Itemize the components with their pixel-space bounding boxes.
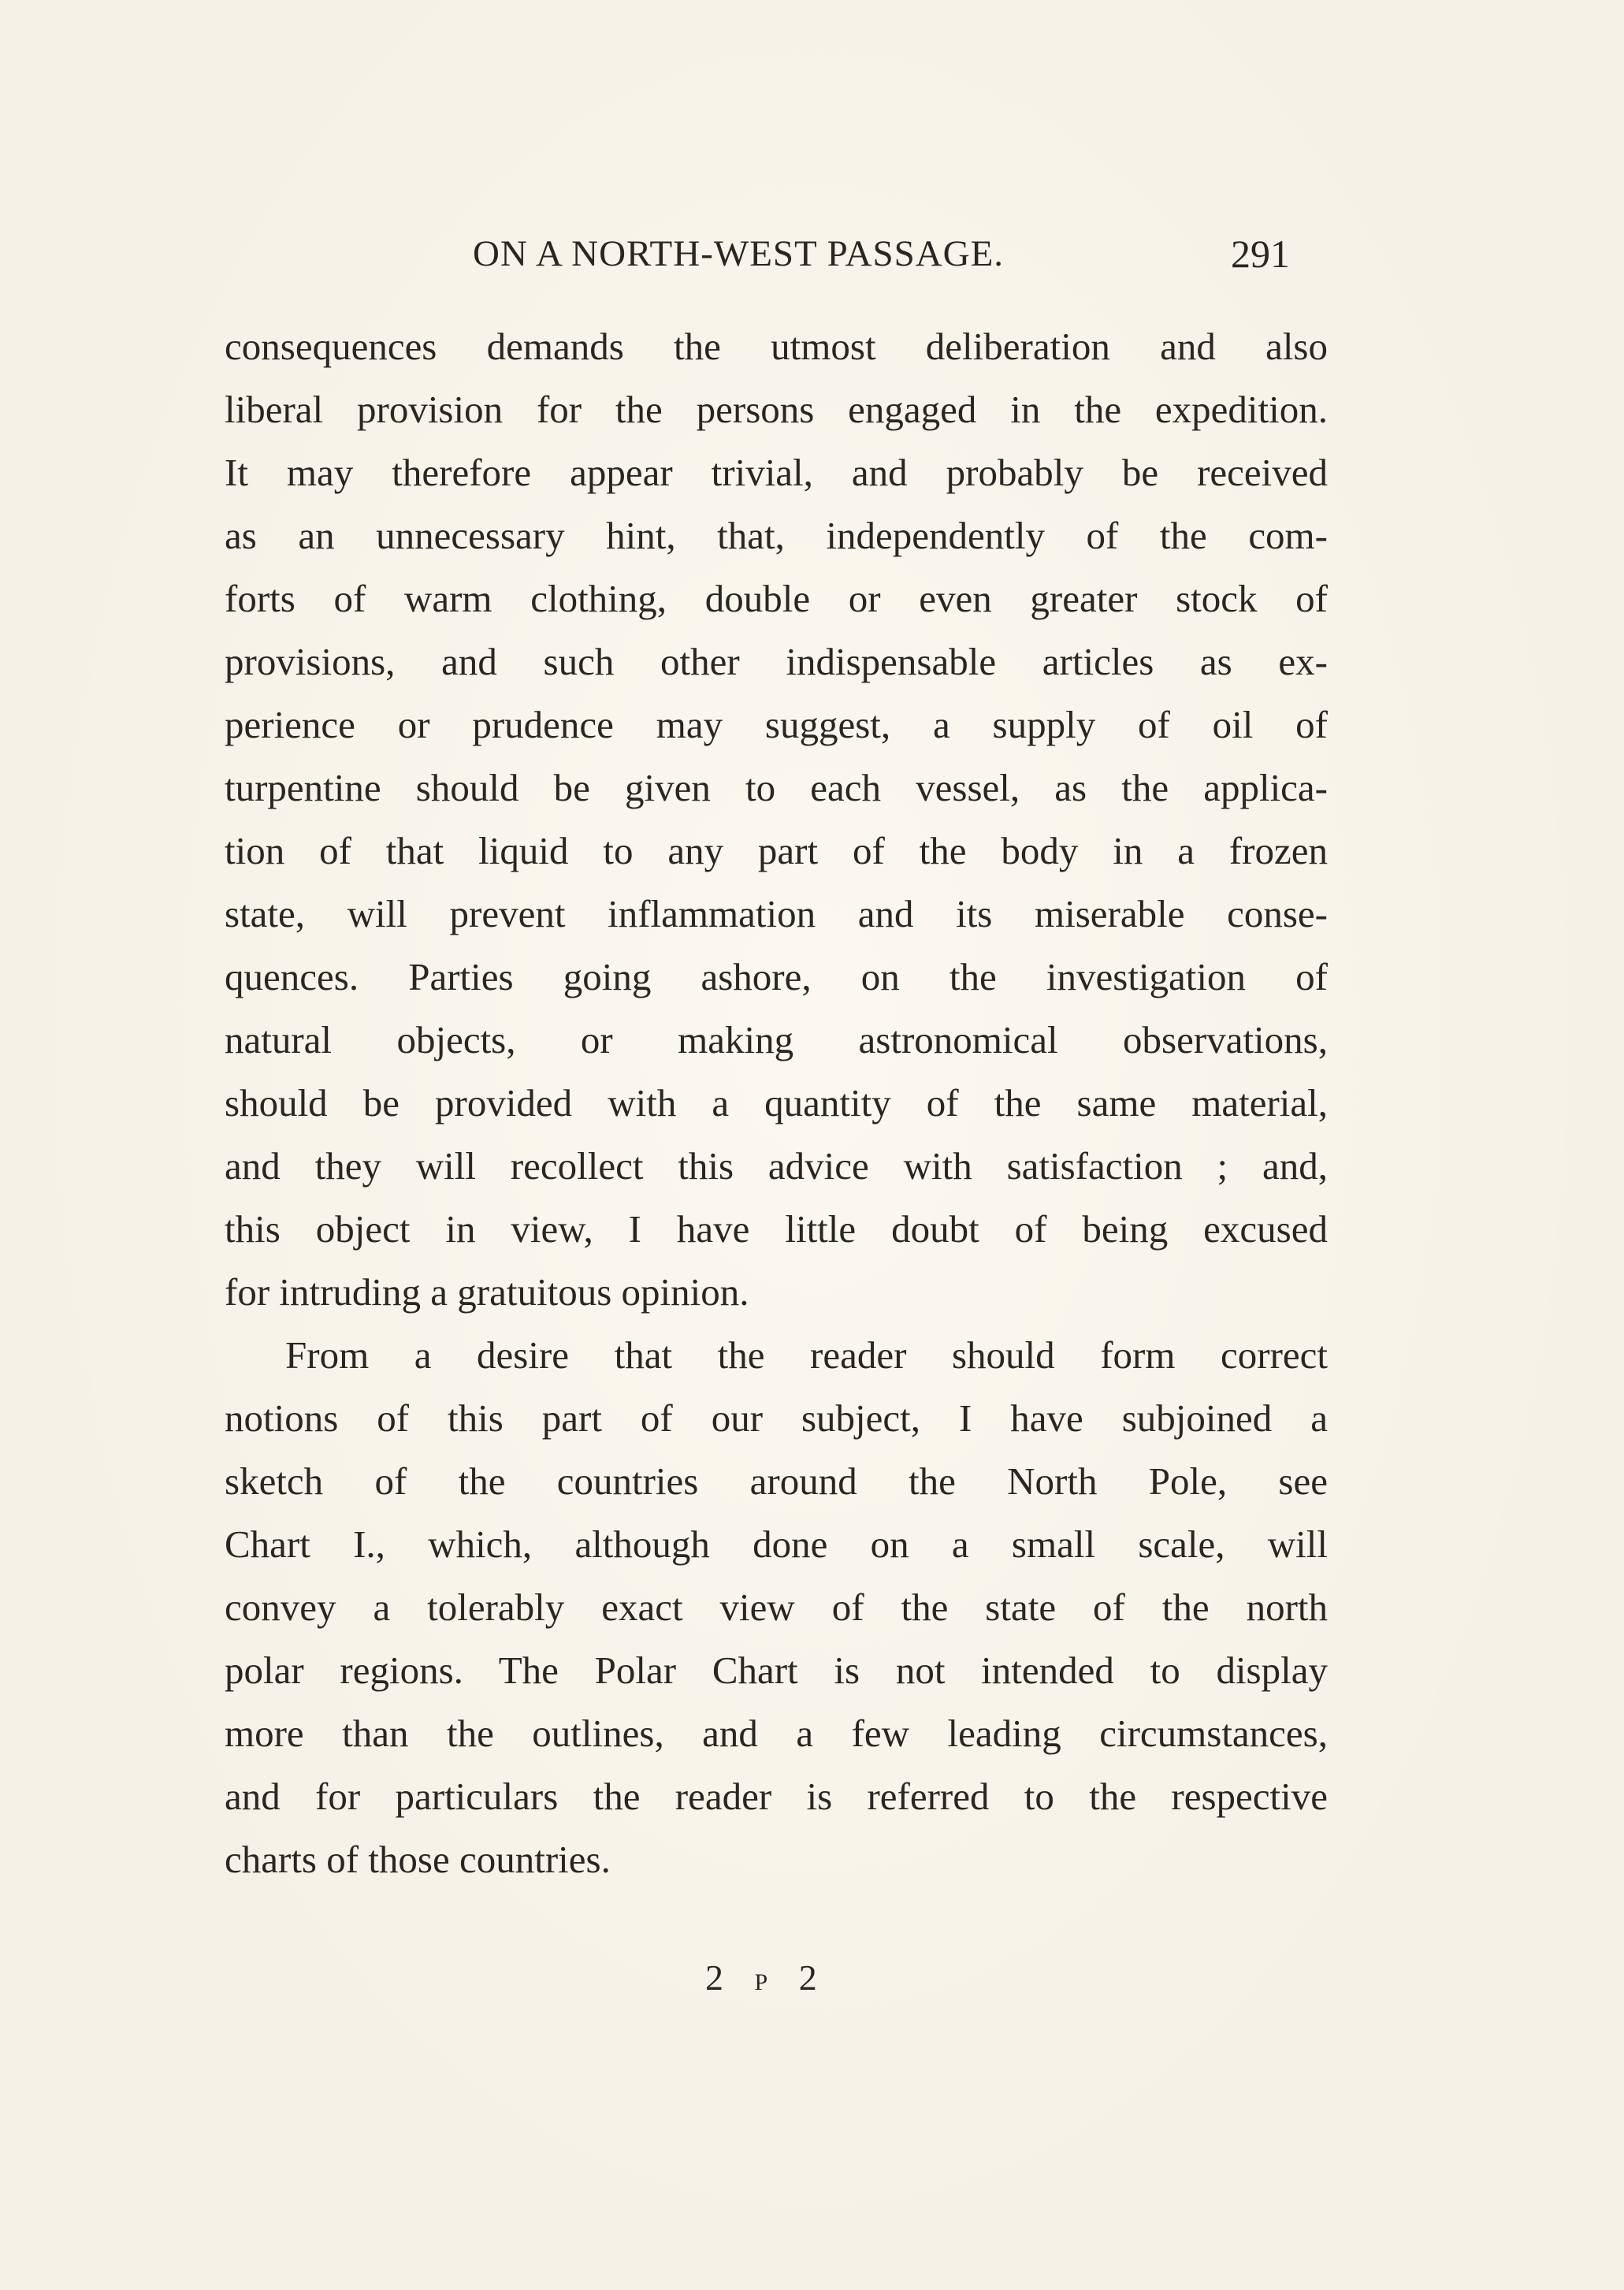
text-line: and for particulars the reader is referred to the respective [225,1775,1328,1818]
text-line: liberal provision for the persons engaged in the expedition. [225,388,1328,431]
text-line: sketch of the countries around the North Pole, see [225,1459,1328,1503]
text-line: should be provided with a quantity of the same material, [225,1081,1328,1125]
paragraph-2 [225,1324,1328,1891]
text-line: consequences demands the utmost deliberation and also [225,325,1328,368]
paragraph-1 [225,315,1328,1324]
page-number: 291 [1231,232,1290,276]
text-line: convey a tolerably exact view of the state of the north [225,1586,1328,1629]
text-line: quences. Parties going ashore, on the investigation of [225,955,1328,998]
running-title: ON A NORTH-WEST PASSAGE. [473,233,1005,274]
text-line: polar regions. The Polar Chart is not intended to display [225,1649,1328,1692]
text-line: natural objects, or making astronomical observations, [225,1018,1328,1061]
text-line: tion of that liquid to any part of the body in a frozen [225,829,1328,872]
text-line: forts of warm clothing, double or even greater stock of [225,577,1328,620]
body-text [225,315,1328,1891]
text-line: perience or prudence may suggest, a supply of oil of [225,703,1328,746]
text-line: this object in view, I have little doubt of being excused [225,1207,1328,1251]
text-line: Chart I., which, although done on a small scale, will [225,1522,1328,1566]
signature-left: 2 [705,1957,734,1998]
text-line: more than the outlines, and a few leading circumstances, [225,1712,1328,1755]
signature-right: 2 [798,1957,828,1998]
text-line: notions of this part of our subject, I have subjoined a [225,1396,1328,1440]
text-line: state, will prevent inflammation and its miserable conse- [225,892,1328,935]
signature-mark [705,1957,828,1998]
text-line: It may therefore appear trivial, and probably be received [225,451,1328,494]
text-line: charts of those countries. [225,1838,611,1881]
text-line: provisions, and such other indispensable articles as ex- [225,640,1328,683]
text-line: for intruding a gratuitous opinion. [225,1270,749,1314]
signature-mid: P [754,1969,779,1995]
text-line: as an unnecessary hint, that, independently of the com- [225,514,1328,557]
text-line: and they will recollect this advice with satisfaction ; and, [225,1144,1328,1188]
text-line: turpentine should be given to each vessel, as the applica- [225,766,1328,809]
text-line: From a desire that the reader should form correct [285,1333,1328,1377]
